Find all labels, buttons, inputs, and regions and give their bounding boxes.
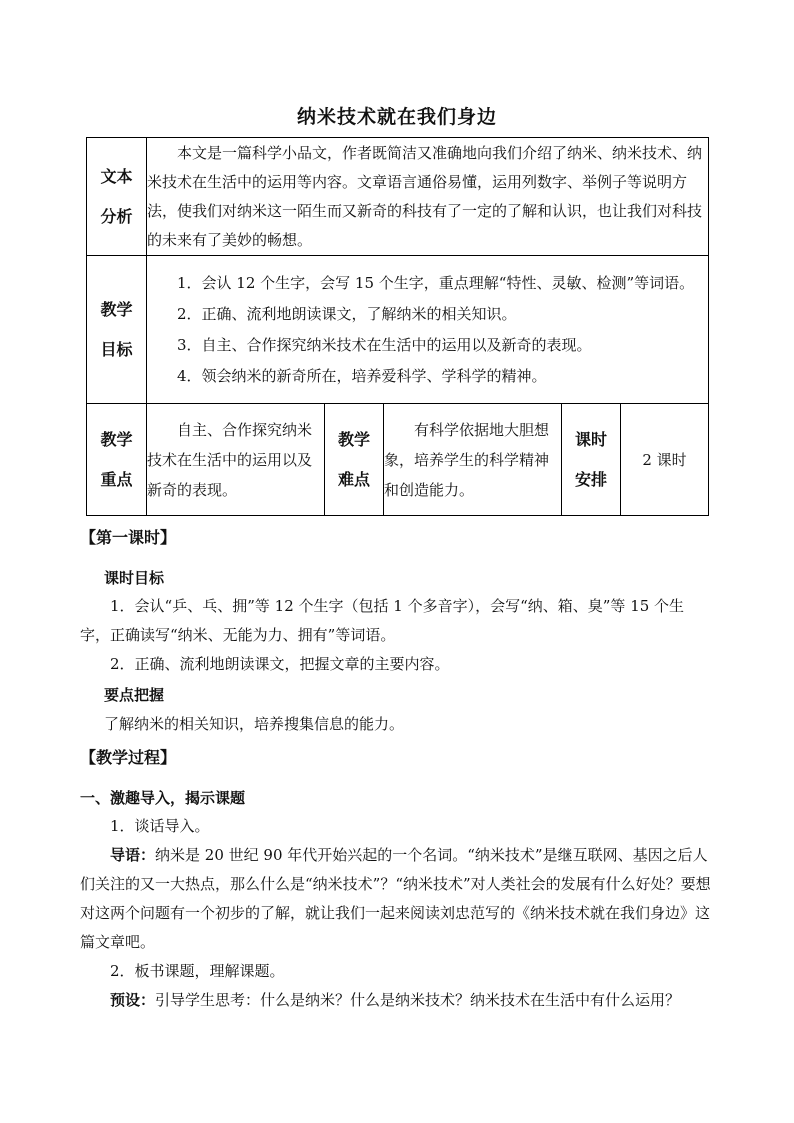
intro-paragraph: 导语：纳米是 20 世纪 90 年代开始兴起的一个名词。“纳米技术”是继互联网、基因之后人们关注的又一大热点，那么什么是“纳米技术”？“纳米技术”对人类社会的发展有什么好处？要想对这两个问题有一个初步的了解，就让我们一起来阅读刘忠范写的《纳米技术就在我们身边》这篇文章吧。 [80,846,711,951]
process-heading: 【教学过程】 [80,748,177,767]
list-item: 3．自主、合作探究纳米技术在生活中的运用以及新奇的表现。 [177,335,592,354]
teaching-difficulty-label: 教学 难点 [325,404,384,516]
class-schedule-value: 2 课时 [621,404,709,516]
list-item: 4．领会纳米的新奇所在，培养爱科学、学科学的精神。 [177,366,547,385]
document-title: 纳米技术就在我们身边 [296,106,497,128]
teaching-goals-label: 教学 目标 [87,256,147,404]
teaching-goals-content [147,256,709,404]
list-item: 2．正确、流利地朗读课文，了解纳米的相关知识。 [177,304,517,323]
lesson1-goal-heading: 课时目标 [104,569,165,587]
table-row [87,404,709,516]
lesson1-key-heading: 要点把握 [104,686,165,704]
text-analysis-label: 文本 分析 [87,138,147,256]
list-item: 1．会认 12 个生字，会写 15 个生字，重点理解“特性、灵敏、检测”等词语。 [177,273,695,292]
lesson1-key-text: 了解纳米的相关知识，培养搜集信息的能力。 [104,715,405,733]
list-item: 2．板书课题，理解课题。 [110,962,285,980]
teaching-focus-label: 教学 重点 [87,404,147,516]
list-item: 1．会认“乒、乓、拥”等 12 个生字（包括 1 个多音字），会写“纳、箱、臭”等 15 个生字，正确读写“纳米、无能为力、拥有”等词语。 [80,597,685,644]
table-row [87,138,709,256]
list-item: 2．正确、流利地朗读课文，把握文章的主要内容。 [110,655,450,673]
list-item: 1．谈话导入。 [110,817,210,835]
preset-paragraph: 预设：引导学生思考：什么是纳米？什么是纳米技术？纳米技术在生活中有什么运用？ [110,991,681,1009]
text-analysis-content: 本文是一篇科学小品文，作者既简洁又准确地向我们介绍了纳米、纳米技术、纳米技术在生活中的运用等内容。文章语言通俗易懂，运用列数字、举例子等说明方法，使我们对纳米这一陌生而又新奇的科技有了一定的了解和认识，也让我们对科技的未来有了美妙的畅想。 [147,138,709,256]
teaching-difficulty-content: 有科学依据地大胆想象，培养学生的科学精神和创造能力。 [384,404,562,516]
lesson1-goals [80,592,712,679]
process-body [80,812,712,1015]
section1-heading: 一、激趣导入，揭示课题 [80,789,246,807]
class-schedule-label: 课时 安排 [562,404,621,516]
table-row [87,256,709,404]
teaching-focus-content: 自主、合作探究纳米技术在生活中的运用以及新奇的表现。 [147,404,325,516]
lesson-plan-table [86,137,709,516]
lesson1-heading: 【第一课时】 [80,528,177,547]
